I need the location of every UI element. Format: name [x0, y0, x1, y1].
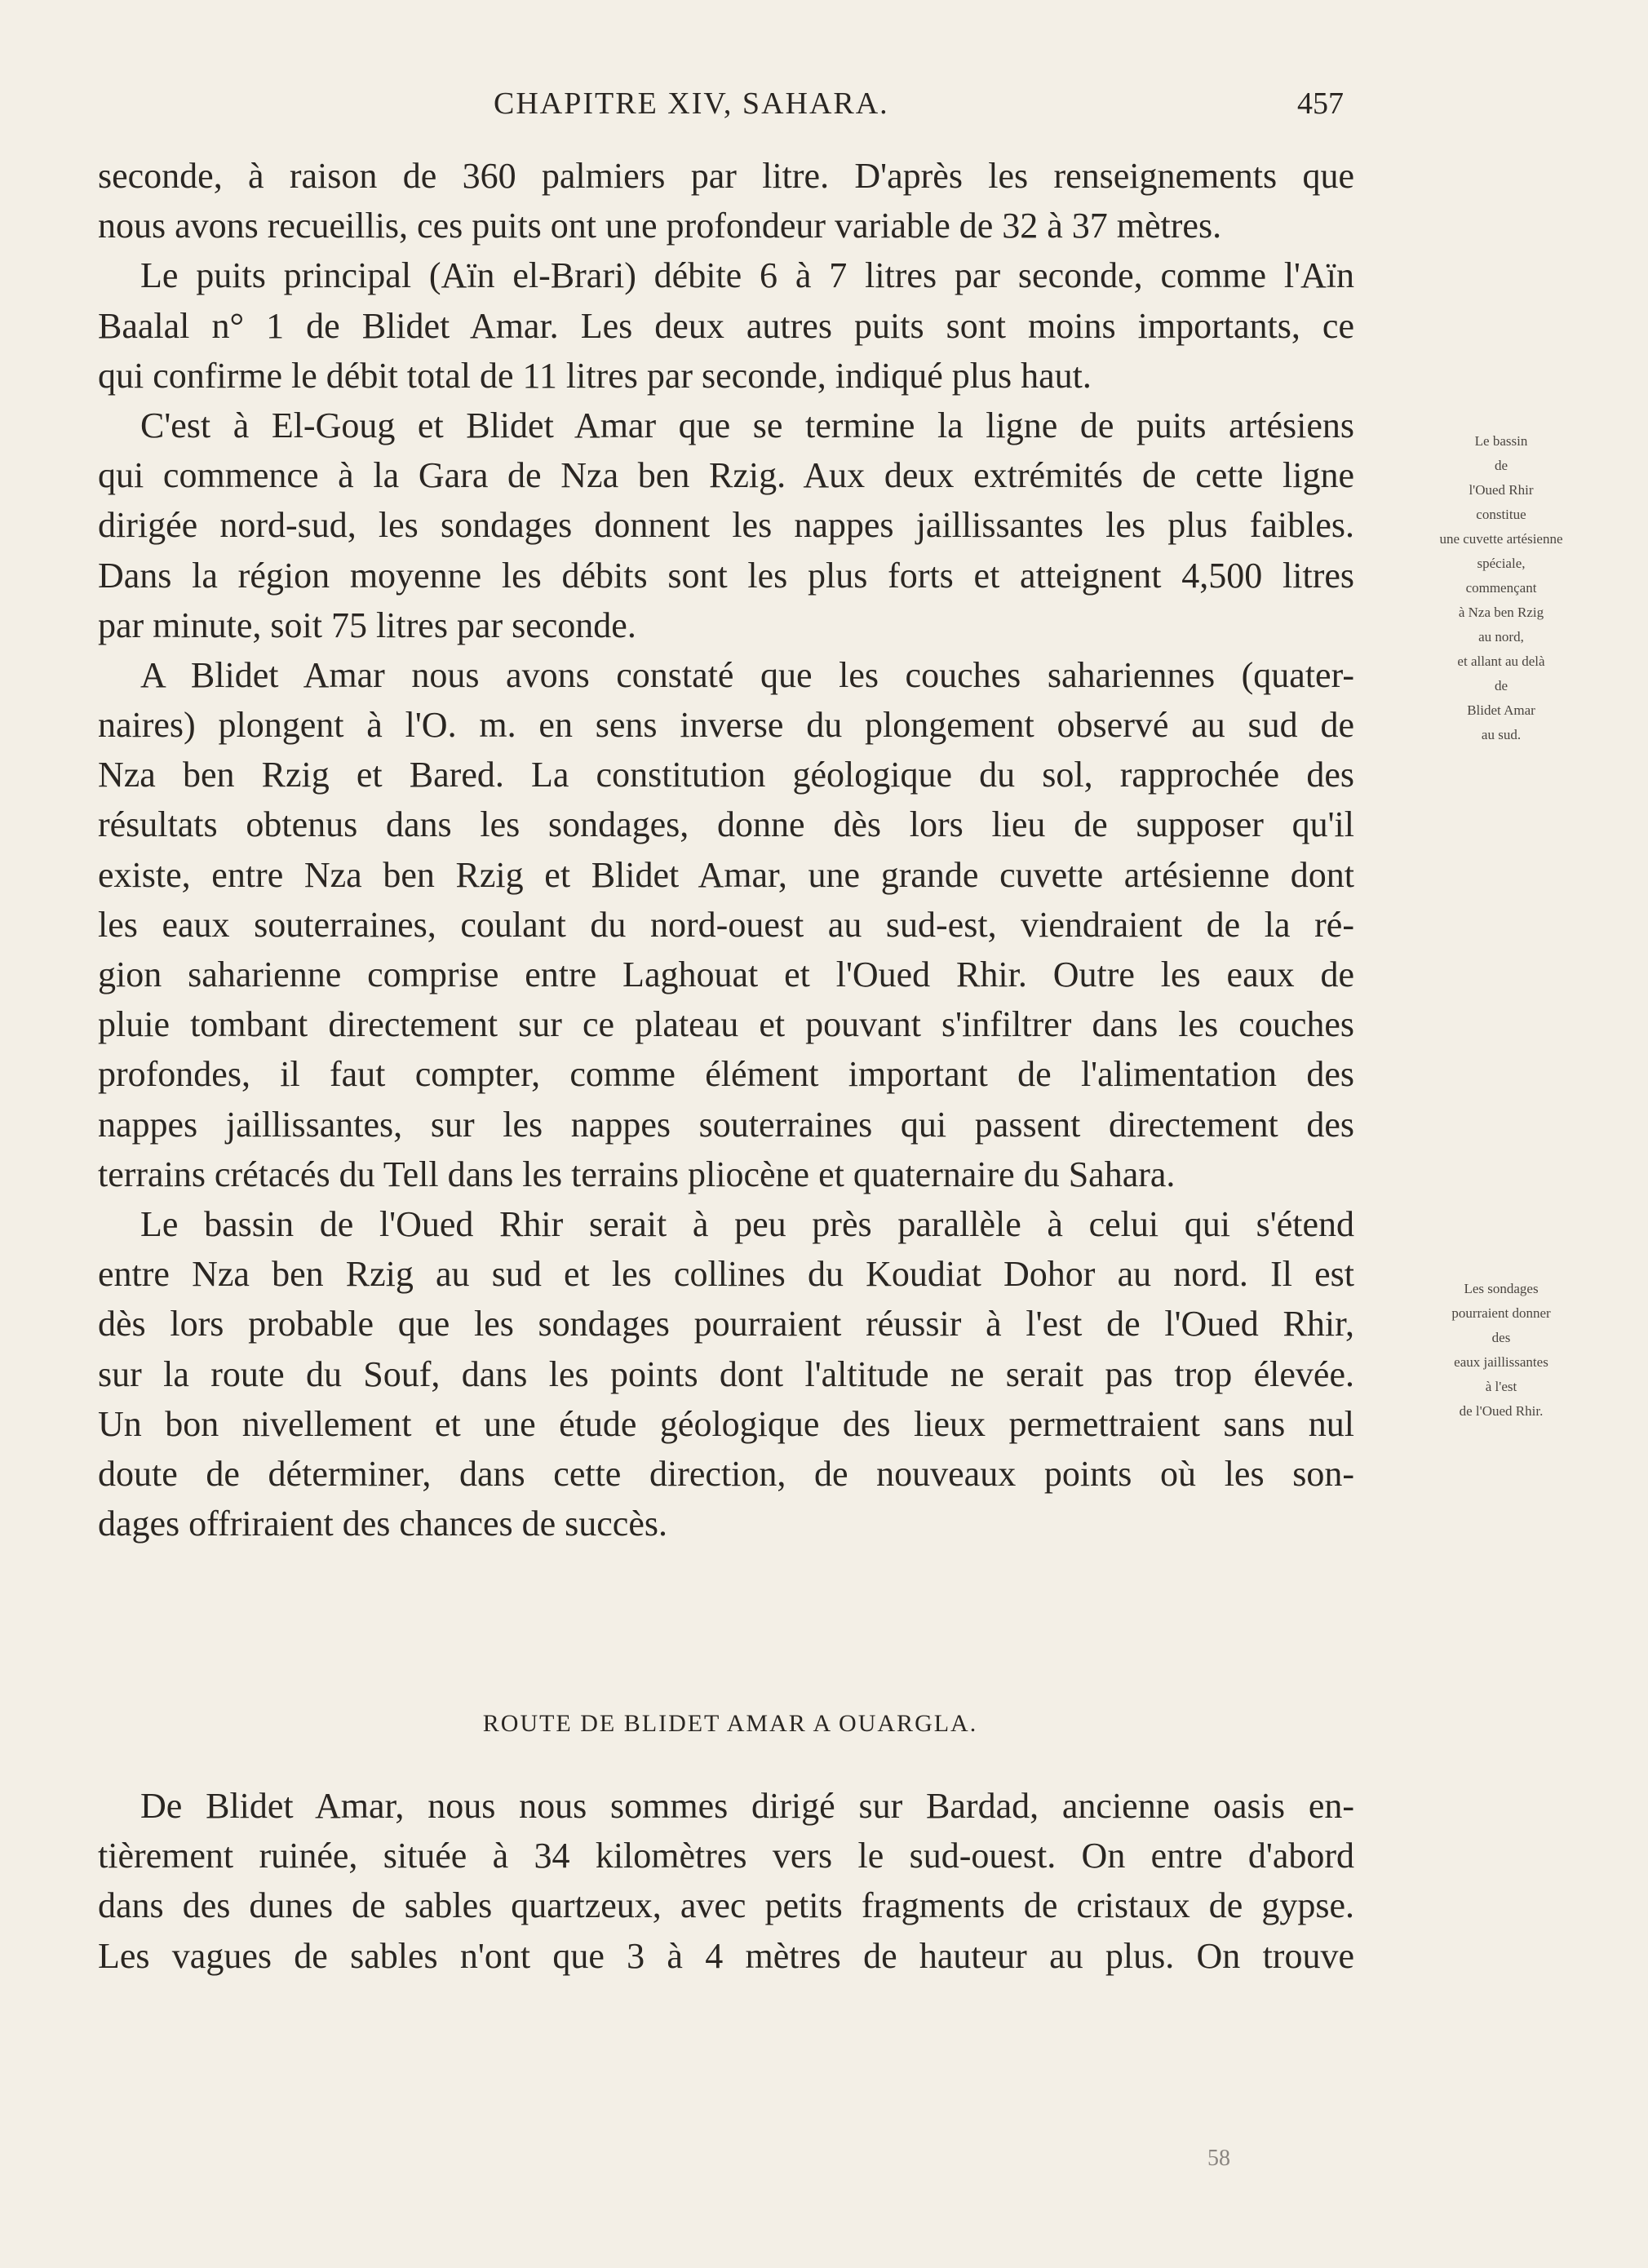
- text-line: De Blidet Amar, nous nous sommes dirigé sur Bardad, ancienne oasis en-: [140, 1786, 1354, 1826]
- text-line: Les vagues de sables n'ont que 3 à 4 mètres de hauteur au plus. On trouve: [98, 1935, 1354, 1976]
- text-line: Un bon nivellement et une étude géologique des lieux permettraient sans nul: [98, 1403, 1354, 1444]
- text-line: qui commence à la Gara de Nza ben Rzig. Aux deux extrémités de cette ligne: [98, 455, 1354, 496]
- text-line: résultats obtenus dans les sondages, donne dès lors lieu de supposer qu'il: [98, 804, 1354, 845]
- text-line: nous avons recueillis, ces puits ont une profondeur variable de 32 à 37 mètres.: [98, 206, 1222, 246]
- text-line: Le bassin de l'Oued Rhir serait à peu près parallèle à celui qui s'étend: [140, 1203, 1354, 1244]
- margin-note-line: pourraient donner: [1451, 1305, 1551, 1321]
- margin-note-line: de: [1494, 678, 1508, 693]
- margin-note-line: Blidet Amar: [1467, 702, 1535, 718]
- text-line: A Blidet Amar nous avons constaté que les couches sahariennes (quater-: [140, 654, 1354, 695]
- text-line: les eaux souterraines, coulant du nord-ouest au sud-est, viendraient de la ré-: [98, 904, 1354, 945]
- text-line: dès lors probable que les sondages pourraient réussir à l'est de l'Oued Rhir,: [98, 1304, 1354, 1344]
- main-text-block: [98, 151, 1354, 1548]
- running-title: CHAPITRE XIV, SAHARA.: [494, 86, 889, 121]
- text-line: par minute, soit 75 litres par seconde.: [98, 605, 636, 645]
- section-heading: ROUTE DE BLIDET AMAR A OUARGLA.: [482, 1710, 978, 1737]
- margin-note-line: constitue: [1476, 507, 1526, 522]
- margin-note-line: et allant au delà: [1457, 653, 1545, 669]
- page-number: 457: [1297, 86, 1344, 121]
- margin-note-line: au nord,: [1478, 629, 1524, 645]
- section-text-block: [98, 1781, 1354, 1981]
- text-line: tièrement ruinée, située à 34 kilomètres vers le sud-ouest. On entre d'abord: [98, 1836, 1354, 1876]
- text-line: Le puits principal (Aïn el-Brari) débite 6 à 7 litres par seconde, comme l'Aïn: [140, 255, 1354, 296]
- text-line: C'est à El-Goug et Blidet Amar que se termine la ligne de puits artésiens: [140, 405, 1354, 445]
- text-line: Baalal n° 1 de Blidet Amar. Les deux autres puits sont moins importants, ce: [98, 305, 1354, 346]
- text-line: pluie tombant directement sur ce plateau et pouvant s'infiltrer dans les couches: [98, 1004, 1354, 1045]
- text-line: sur la route du Souf, dans les points dont l'altitude ne serait pas trop élevée.: [98, 1353, 1354, 1394]
- margin-note-line: à Nza ben Rzig: [1458, 605, 1544, 620]
- margin-note-line: des: [1491, 1330, 1511, 1345]
- text-line: entre Nza ben Rzig au sud et les collines du Koudiat Dohor au nord. Il est: [98, 1254, 1354, 1295]
- text-line: dirigée nord-sud, les sondages donnent les nappes jaillissantes les plus faibles.: [98, 505, 1354, 546]
- margin-note-line: eaux jaillissantes: [1454, 1354, 1548, 1370]
- text-line: Nza ben Rzig et Bared. La constitution géologique du sol, rapprochée des: [98, 755, 1354, 795]
- margin-note-soundings: [1399, 1277, 1603, 1424]
- margin-note-line: une cuvette artésienne: [1439, 531, 1563, 547]
- margin-note-line: au sud.: [1481, 727, 1522, 742]
- margin-note-line: Les sondages: [1464, 1281, 1539, 1296]
- text-line: terrains crétacés du Tell dans les terrains pliocène et quaternaire du Sahara.: [98, 1154, 1176, 1194]
- text-line: existe, entre Nza ben Rzig et Blidet Amar, une grande cuvette artésienne dont: [98, 854, 1354, 895]
- margin-note-line: Le bassin: [1474, 433, 1528, 449]
- text-line: gion saharienne comprise entre Laghouat et l'Oued Rhir. Outre les eaux de: [98, 955, 1354, 994]
- text-line: dans des dunes de sables quartzeux, avec petits fragments de cristaux de gypse.: [98, 1885, 1354, 1926]
- text-line: nappes jaillissantes, sur les nappes souterraines qui passent directement des: [98, 1104, 1354, 1145]
- margin-note-line: l'Oued Rhir: [1469, 482, 1534, 498]
- signature-mark: 58: [1207, 2146, 1230, 2171]
- text-line: qui confirme le débit total de 11 litres par seconde, indiqué plus haut.: [98, 355, 1092, 396]
- margin-note-line: de l'Oued Rhir.: [1459, 1403, 1544, 1419]
- text-line: naires) plongent à l'O. m. en sens inverse du plongement observé au sud de: [98, 705, 1354, 746]
- margin-note-line: à l'est: [1485, 1379, 1517, 1394]
- page-header: [0, 86, 1362, 135]
- text-line: Dans la région moyenne les débits sont les plus forts et atteignent 4,500 litres: [98, 555, 1354, 596]
- margin-note-line: de: [1494, 458, 1508, 473]
- margin-note-basin: [1399, 429, 1603, 747]
- margin-note-line: commençant: [1465, 580, 1537, 596]
- text-line: profondes, il faut compter, comme élément important de l'alimentation des: [98, 1054, 1354, 1095]
- margin-note-line: spéciale,: [1477, 556, 1526, 571]
- text-line: dages offriraient des chances de succès.: [98, 1504, 667, 1544]
- text-line: seconde, à raison de 360 palmiers par litre. D'après les renseignements que: [98, 156, 1354, 196]
- text-line: doute de déterminer, dans cette direction, de nouveaux points où les son-: [98, 1453, 1354, 1494]
